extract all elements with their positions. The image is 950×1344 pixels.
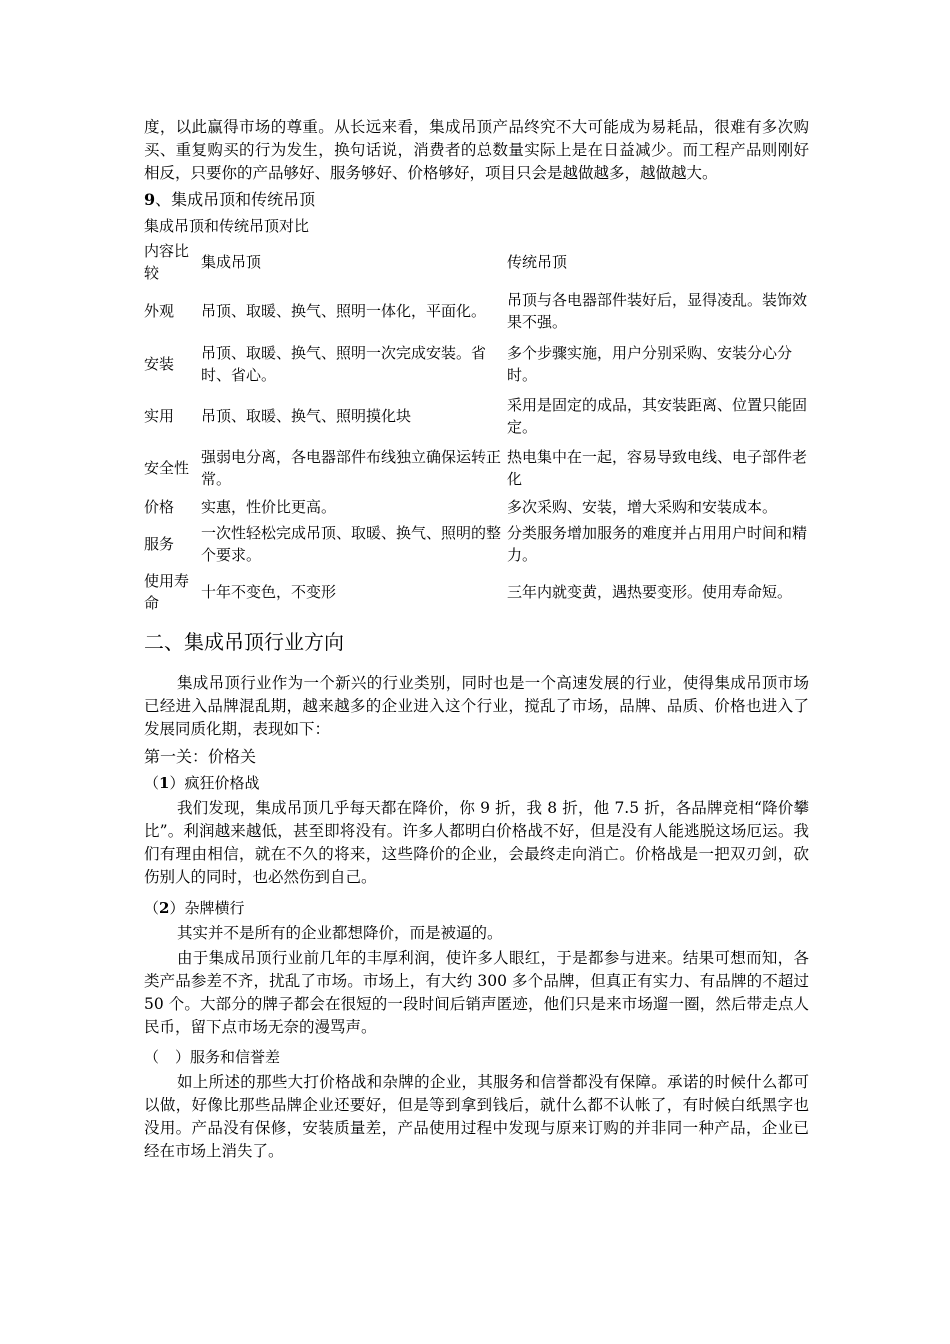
sub-open-paren: （: [144, 1048, 160, 1066]
table-cell: 吊顶与各电器部件装好后，显得凌乱。装饰效果不强。: [507, 291, 808, 331]
table-cell: 采用是固定的成品，其安装距离、位置只能固定。: [507, 396, 808, 436]
sub-number: 2: [159, 899, 170, 917]
table-cell: 三年内就变黄，遇热要变形。使用寿命短。: [507, 583, 793, 601]
table-cell: 一次性轻松完成吊顶、取暖、换气、照明的整个要求。: [201, 524, 502, 564]
section-9-number: 9: [144, 190, 156, 209]
table-header-cell: 内容比较: [144, 242, 190, 282]
sub-text: 疯狂价格战: [184, 774, 260, 792]
first-pass-heading: 第一关：价格关: [144, 747, 257, 766]
sub-text: 服务和信誉差: [190, 1048, 281, 1066]
intro-paragraph: 度，以此赢得市场的尊重。从长远来看，集成吊顶产品终究不大可能成为易耗品，很难有多次购买、重复购买的行为发生，换句话说，消费者的总数量实际上是在日益减少。而工程产品则刚好相反，只要你的产品够好、服务够好、价格够好，项目只会是越做越多，越做越大。: [144, 118, 809, 182]
table-header-row: [144, 240, 814, 284]
table-row: [144, 568, 814, 616]
table-cell: 多次采购、安装，增大采购和安装成本。: [507, 498, 778, 516]
subheading-3: [144, 1046, 809, 1069]
table-header-cell: 传统吊顶: [507, 253, 568, 271]
table-cell: 十年不变色，不变形: [201, 583, 337, 601]
comparison-table: [144, 240, 814, 616]
service-paragraph: 如上所述的那些大打价格战和杂牌的企业，其服务和信誉都没有保障。承诺的时候什么都可以做，好像比那些品牌企业还要好，但是等到拿到钱后，就什么都不认帐了，有时候白纸黑字也没用。产品没有保修，安装质量差，产品使用过程中发现与原来订购的并非同一种产品，企业已经在市场上消失了。: [144, 1073, 809, 1160]
table-cell: 吊顶、取暖、换气、照明摸化块: [201, 407, 412, 425]
table-cell: 吊顶、取暖、换气、照明一体化，平面化。: [201, 302, 487, 320]
table-row: [144, 338, 814, 390]
section-9-title: 、集成吊顶和传统吊顶: [155, 190, 316, 209]
table-cell: 分类服务增加服务的难度并占用用户时间和精力。: [507, 524, 808, 564]
table-cell: 热电集中在一起，容易导致电线、电子部件老化: [507, 448, 808, 488]
table-row: [144, 390, 814, 442]
table-cell: 强弱电分离，各电器部件布线独立确保运转正常。: [201, 448, 502, 488]
table-cell: 吊顶、取暖、换气、照明一次完成安装。省时、省心。: [201, 344, 487, 384]
table-cell: 服务: [144, 535, 175, 553]
sub-number: 1: [159, 774, 170, 792]
table-cell: 价格: [144, 498, 175, 516]
table-header-cell: 集成吊顶: [201, 253, 262, 271]
table-cell: 外观: [144, 302, 175, 320]
table-cell: 使用寿命: [144, 572, 190, 612]
table-cell: 安装: [144, 355, 175, 373]
price-war-paragraph: 我们发现，集成吊顶几乎每天都在降价，你 9 折，我 8 折，他 7.5 折，各品牌竞相“降价攀比”。利润越来越低，甚至即将没有。许多人都明白价格战不好，但是没有人能逃脱这场厄运。我们有理由相信，就在不久的将来，这些降价的企业，会最终走向消亡。价格战是一把双刃剑，砍伤别人的同时，也必然伤到自己。: [144, 799, 809, 886]
subheading-2: [144, 897, 809, 920]
brands-paragraph-b: 由于集成吊顶行业前几年的丰厚利润，使许多人眼红，于是都参与进来。结果可想而知，各类产品参差不齐，扰乱了市场。市场上，有大约 300 多个品牌，但真正有实力、有品牌的不超过 50 个。大部分的牌子都会在很短的一段时间后销声匿迹，他们只是来市场遛一圈，然后带走点人民币，留下点市场无奈的漫骂声。: [144, 949, 809, 1036]
table-cell: 实惠，性价比更高。: [201, 498, 337, 516]
sub-close-paren: ）: [169, 899, 185, 917]
table-row: [144, 442, 814, 494]
table-cell: 安全性: [144, 459, 190, 477]
table-cell: 多个步骤实施，用户分别采购、安装分心分时。: [507, 344, 793, 384]
table-row: [144, 284, 814, 338]
sub-open-paren: （: [144, 774, 160, 792]
body-paragraph: 集成吊顶行业作为一个新兴的行业类别，同时也是一个高速发展的行业，使得集成吊顶市场已经进入品牌混乱期，越来越多的企业进入这个行业，搅乱了市场，品牌、品质、价格也进入了发展同质化期，表现如下：: [144, 674, 809, 738]
table-caption: 集成吊顶和传统吊顶对比: [144, 217, 310, 235]
sub-close-paren: ）: [175, 1048, 191, 1066]
table-row: [144, 520, 814, 568]
table-cell: 实用: [144, 407, 175, 425]
sub-open-paren: （: [144, 899, 160, 917]
table-row: [144, 494, 814, 520]
sub-close-paren: ）: [169, 774, 185, 792]
brands-paragraph-a: 其实并不是所有的企业都想降价，而是被逼的。: [177, 924, 503, 942]
section-9-heading: [144, 189, 809, 211]
sub-text: 杂牌横行: [184, 899, 245, 917]
subheading-1: [144, 772, 809, 795]
section-heading-2: 二、集成吊顶行业方向: [144, 630, 344, 654]
